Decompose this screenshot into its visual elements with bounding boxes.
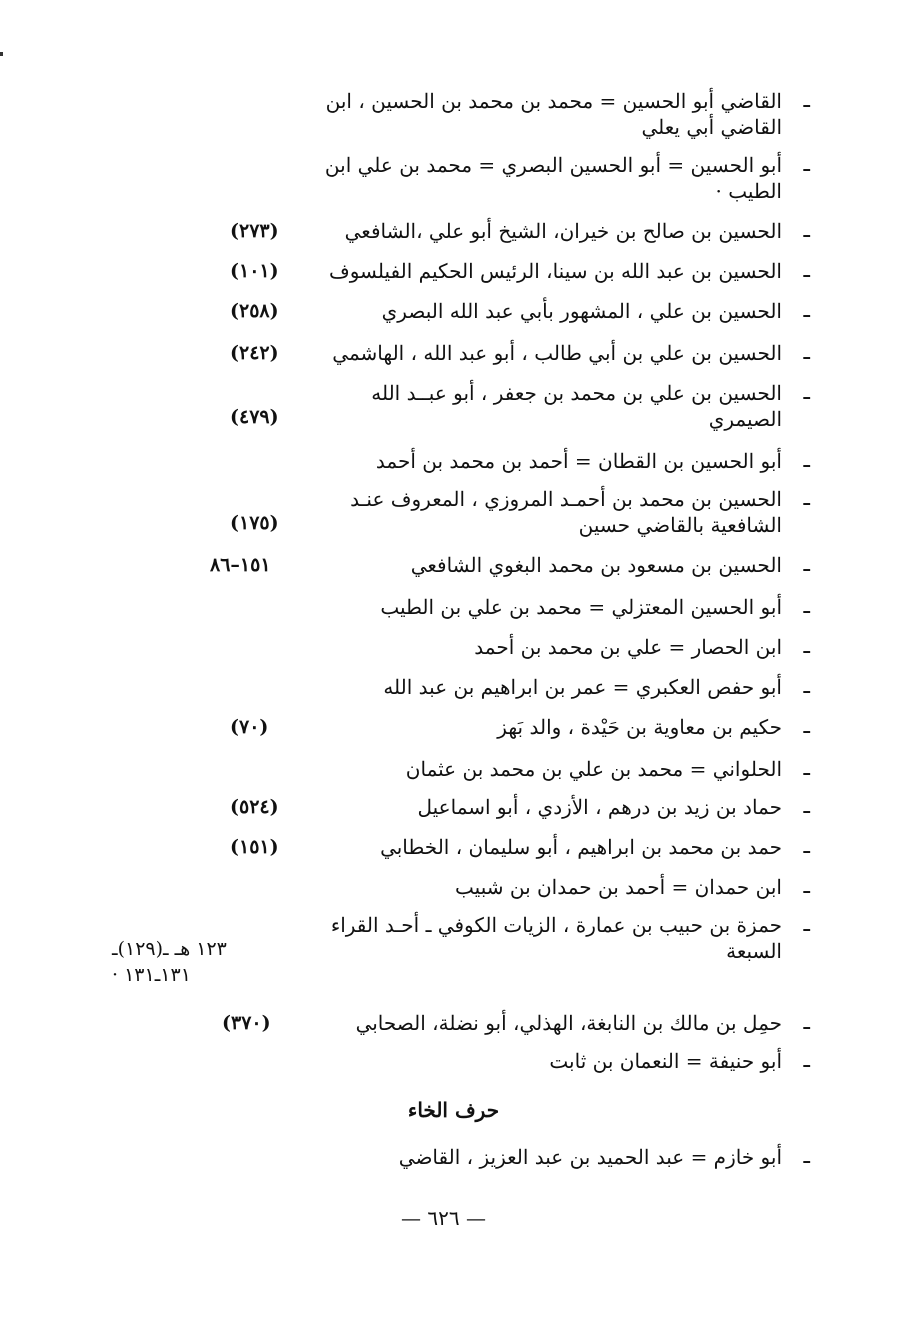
entry-reference: (١٠١): [230, 260, 279, 282]
entry-text: حماد بن زيد بن درهم ، الأزدي ، أبو اسماعيل: [417, 795, 782, 819]
entry-text: الحسين بن علي بن محمد بن جعفر ، أبو عبــد الله الصيمري: [371, 381, 782, 431]
entry-dash: ـ: [803, 552, 810, 577]
entry-text: حمد بن محمد بن ابراهيم ، أبو سليمان ، الخطابي: [380, 835, 782, 859]
entry-text: أبو الحسين بن القطان = أحمد بن محمد بن أحمد: [375, 449, 782, 473]
entry-dash: ـ: [803, 380, 810, 405]
index-entry: [100, 834, 810, 864]
entry-dash: ـ: [803, 912, 810, 937]
index-entry: [100, 674, 810, 704]
entry-text: حكيم بن معاوية بن حَيْدة ، والد بَهز: [497, 715, 782, 739]
entry-dash: ـ: [803, 152, 810, 177]
entry-dash: ـ: [803, 794, 810, 819]
entry-dash: ـ: [803, 756, 810, 781]
entry-dash: ـ: [803, 634, 810, 659]
index-entry: [100, 218, 810, 248]
index-entry: [100, 756, 810, 786]
index-entry: [100, 258, 810, 288]
entry-dash: ـ: [803, 218, 810, 243]
index-entry: [100, 634, 810, 664]
index-entry: [100, 1048, 810, 1078]
index-entry: [100, 874, 810, 904]
index-entry: [100, 88, 810, 144]
entry-dash: ـ: [803, 486, 810, 511]
section-heading-text: حرف الخاء: [407, 1098, 500, 1122]
index-entry: [100, 1010, 810, 1040]
entry-dash: ـ: [803, 1010, 810, 1035]
entry-text: الحلواني = محمد بن علي بن محمد بن عثمان: [405, 757, 782, 781]
entry-dash: ـ: [803, 1048, 810, 1073]
entry-text: القاضي أبو الحسين = محمد بن محمد بن الحسين ، ابن القاضي أبي يعلي: [325, 89, 782, 139]
index-entry: [100, 1144, 810, 1174]
entry-text: ابن حمدان = أحمد بن حمدان بن شبيب: [455, 875, 782, 899]
entry-reference: (٢٥٨): [230, 300, 279, 322]
entry-dash: ـ: [803, 340, 810, 365]
entry-dash: ـ: [803, 594, 810, 619]
entry-dash: ـ: [803, 834, 810, 859]
index-entry: [100, 298, 810, 328]
index-entry: [100, 340, 810, 370]
entry-reference: (١٧٥): [230, 512, 279, 534]
entry-reference: (٥٢٤): [230, 796, 279, 818]
page-number-text: — ٦٢٦ —: [401, 1206, 486, 1230]
index-entry: [100, 594, 810, 624]
index-entry: [100, 380, 810, 436]
page-number: [0, 1206, 907, 1230]
entry-text: الحسين بن علي بن أبي طالب ، أبو عبد الله ، الهاشمي: [332, 341, 782, 365]
index-entry: [100, 794, 810, 824]
index-entry: [100, 552, 810, 582]
entry-text: الحسين بن عبد الله بن سينا، الرئيس الحكيم الفيلسوف: [328, 259, 782, 283]
entry-text: ابن الحصار = علي بن محمد بن أحمد: [474, 635, 782, 659]
entry-dash: ـ: [803, 874, 810, 899]
entry-reference: ١٥١–٨٦: [210, 554, 271, 576]
entry-dash: ـ: [803, 674, 810, 699]
entry-text: أبو الحسين = أبو الحسين البصري = محمد بن علي ابن الطيب ·: [324, 153, 782, 203]
entry-text: الحسين بن محمد بن أحمـد المروزي ، المعروف عنـد الشافعية بالقاضي حسين: [350, 487, 782, 537]
entry-text: الحسين بن مسعود بن محمد البغوي الشافعي: [410, 553, 782, 577]
scan-mark: [0, 52, 3, 56]
entry-reference: (٣٧٠): [222, 1012, 271, 1034]
section-heading: [0, 1098, 907, 1122]
index-entry: [100, 448, 810, 478]
index-entry: [100, 714, 810, 744]
entry-reference: (١٥١): [230, 836, 279, 858]
entry-text: أبو حفص العكبري = عمر بن ابراهيم بن عبد الله: [383, 675, 782, 699]
entry-dash: ـ: [803, 448, 810, 473]
entry-dash: ـ: [803, 714, 810, 739]
entry-reference: (٢٤٢): [230, 342, 279, 364]
index-entry: [100, 152, 810, 208]
entry-reference: ١٢٣ هـ ـ(١٢٩)ـ ١٣١ـ١٣١ ·: [112, 938, 227, 986]
index-entry: [100, 486, 810, 542]
entry-dash: ـ: [803, 258, 810, 283]
entry-reference: (٢٧٣): [230, 220, 279, 242]
entry-text: الحسين بن علي ، المشهور بأبي عبد الله البصري: [381, 299, 782, 323]
entry-dash: ـ: [803, 88, 810, 113]
entry-text: أبو الحسين المعتزلي = محمد بن علي بن الطيب: [380, 595, 782, 619]
index-entry: [100, 912, 810, 986]
entry-text: أبو حنيفة = النعمان بن ثابت: [549, 1049, 782, 1073]
entry-text: الحسين بن صالح بن خيران، الشيخ أبو علي ،الشافعي: [344, 219, 782, 243]
entry-text: حمزة بن حبيب بن عمارة ، الزيات الكوفي ـ أحـد القراء السبعة: [330, 913, 782, 963]
entry-text: أبو خازم = عبد الحميد بن عبد العزيز ، القاضي: [398, 1145, 782, 1169]
entry-reference: (٤٧٩): [230, 406, 279, 428]
entry-dash: ـ: [803, 1144, 810, 1169]
entry-text: حمِل بن مالك بن النابغة، الهذلي، أبو نضلة، الصحابي: [355, 1011, 782, 1035]
entry-dash: ـ: [803, 298, 810, 323]
entry-reference: (٧٠): [230, 716, 269, 738]
